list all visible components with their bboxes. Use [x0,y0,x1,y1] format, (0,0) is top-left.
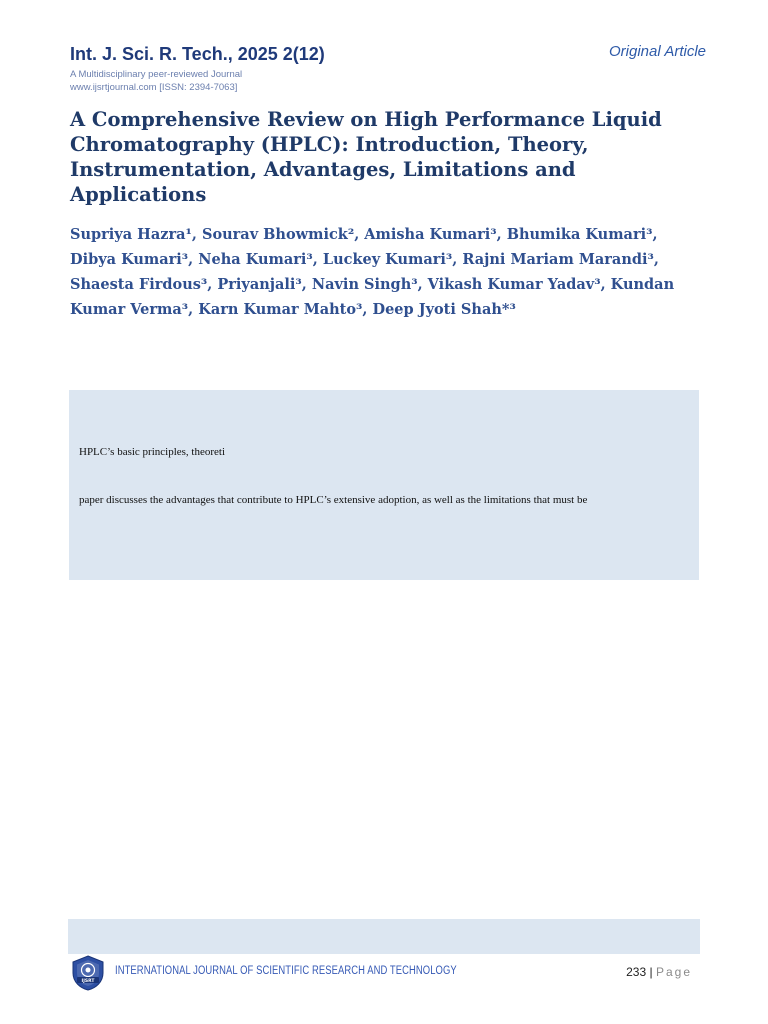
logo-text: IJSRT [81,979,95,984]
page-separator: | [649,965,653,979]
abstract-box [69,390,699,580]
footer-journal-name: INTERNATIONAL JOURNAL OF SCIENTIFIC RESEARCH AND TECHNOLOGY [115,965,457,977]
footer-bar [68,919,700,954]
journal-logo-icon [70,955,106,991]
journal-subtitle: A Multidisciplinary peer-reviewed Journal [70,69,243,80]
journal-website: www.ijsrtjournal.com [ISSN: 2394-7063] [70,82,238,93]
author-list: Supriya Hazra¹, Sourav Bhowmick², Amisha Kumari³, Bhumika Kumari³, Dibya Kumari³, Neha Kumari³, Luckey Kumari³, Rajni Mariam Marandi³, Shaesta Firdous³, Priyanjali³, Navin Singh³, Vikash Kumar Yadav³, Kundan Kumar Verma³, Karn Kumar Mahto³, Deep Jyoti Shah*³ [70,226,675,318]
article-type-label: Original Article [609,43,706,60]
page-number-block [626,965,692,979]
abstract-line-1: HPLC’s basic principles, theoreti [79,446,226,458]
journal-title: Int. J. Sci. R. Tech., 2025 2(12) [70,44,325,64]
page-word: Page [655,965,692,979]
page-number: 233 [626,965,647,979]
journal-subtitle-block [70,68,242,94]
abstract-line-2: paper discusses the advantages that contribute to HPLC’s extensive adoption, as well as the limitations that must be [79,494,588,506]
paper-title: A Comprehensive Review on High Performance Liquid Chromatography (HPLC): Introduction, Theory, Instrumentation, Advantages, Limitations and Applications [70,108,662,206]
